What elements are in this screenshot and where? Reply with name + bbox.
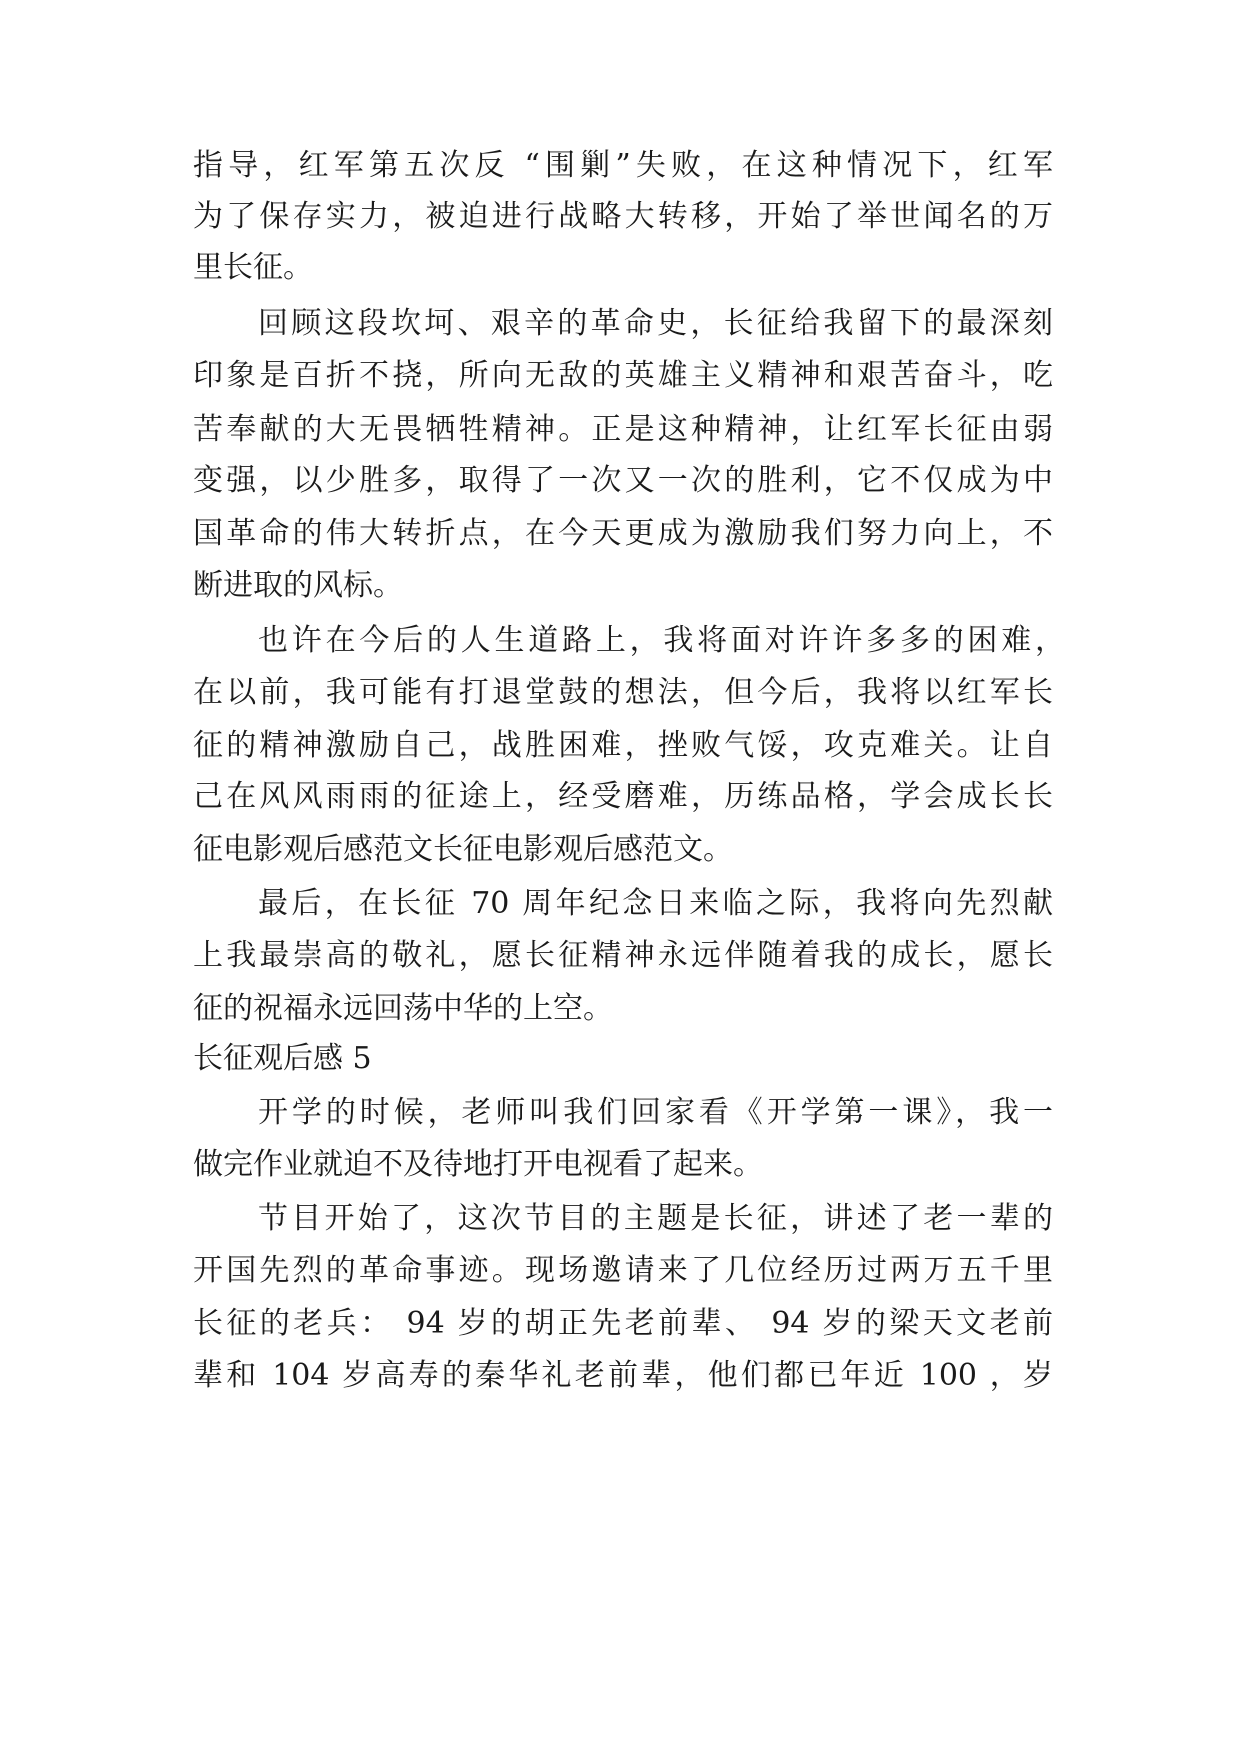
text-line: 断进取的风标。 — [193, 568, 403, 603]
text-line: 在以前，我可能有打退堂鼓的想法，但今后，我将以红军长 — [193, 675, 1053, 710]
text-line: 里长征。 — [193, 250, 313, 285]
text-line: 国革命的伟大转折点，在今天更成为激励我们努力向上，不 — [193, 516, 1053, 551]
text-line: 节目开始了，这次节目的主题是长征，讲述了老一辈的 — [258, 1201, 1053, 1236]
text-line: 征的祝福永远回荡中华的上空。 — [193, 991, 613, 1026]
text-line: 己在风风雨雨的征途上，经受磨难，历练品格，学会成长长 — [193, 779, 1053, 814]
text-line: 苦奉献的大无畏牺牲精神。正是这种精神，让红军长征由弱 — [193, 412, 1053, 447]
text-line: 回顾这段坎坷、艰辛的革命史，长征给我留下的最深刻 — [258, 306, 1053, 341]
text-line: 上我最崇高的敬礼，愿长征精神永远伴随着我的成长，愿长 — [193, 938, 1053, 973]
text-line: 征电影观后感范文长征电影观后感范文。 — [193, 832, 733, 867]
text-line: 长征的老兵： 94 岁的胡正先老前辈、 94 岁的梁天文老前 — [193, 1306, 1053, 1341]
text-line: 也许在今后的人生道路上，我将面对许许多多的困难， — [258, 623, 1065, 658]
text-line: 为了保存实力，被迫进行战略大转移，开始了举世闻名的万 — [193, 199, 1053, 234]
text-line: 做完作业就迫不及待地打开电视看了起来。 — [193, 1147, 763, 1182]
text-line: 辈和 104 岁高寿的秦华礼老前辈，他们都已年近 100 ，岁 — [193, 1358, 1053, 1393]
text-line: 变强，以少胜多，取得了一次又一次的胜利，它不仅成为中 — [193, 463, 1053, 498]
text-line: 指导，红军第五次反 “围剿”失败，在这种情况下，红军 — [193, 148, 1053, 183]
text-line: 开学的时候，老师叫我们回家看《开学第一课》，我一 — [258, 1095, 1053, 1130]
text-line: 最后，在长征 70 周年纪念日来临之际，我将向先烈献 — [258, 886, 1053, 921]
text-line: 开国先烈的革命事迹。现场邀请来了几位经历过两万五千里 — [193, 1253, 1053, 1288]
text-line: 印象是百折不挠，所向无敌的英雄主义精神和艰苦奋斗，吃 — [193, 358, 1053, 393]
section-heading: 长征观后感 5 — [193, 1041, 372, 1076]
text-line: 征的精神激励自己，战胜困难，挫败气馁，攻克难关。让自 — [193, 728, 1053, 763]
